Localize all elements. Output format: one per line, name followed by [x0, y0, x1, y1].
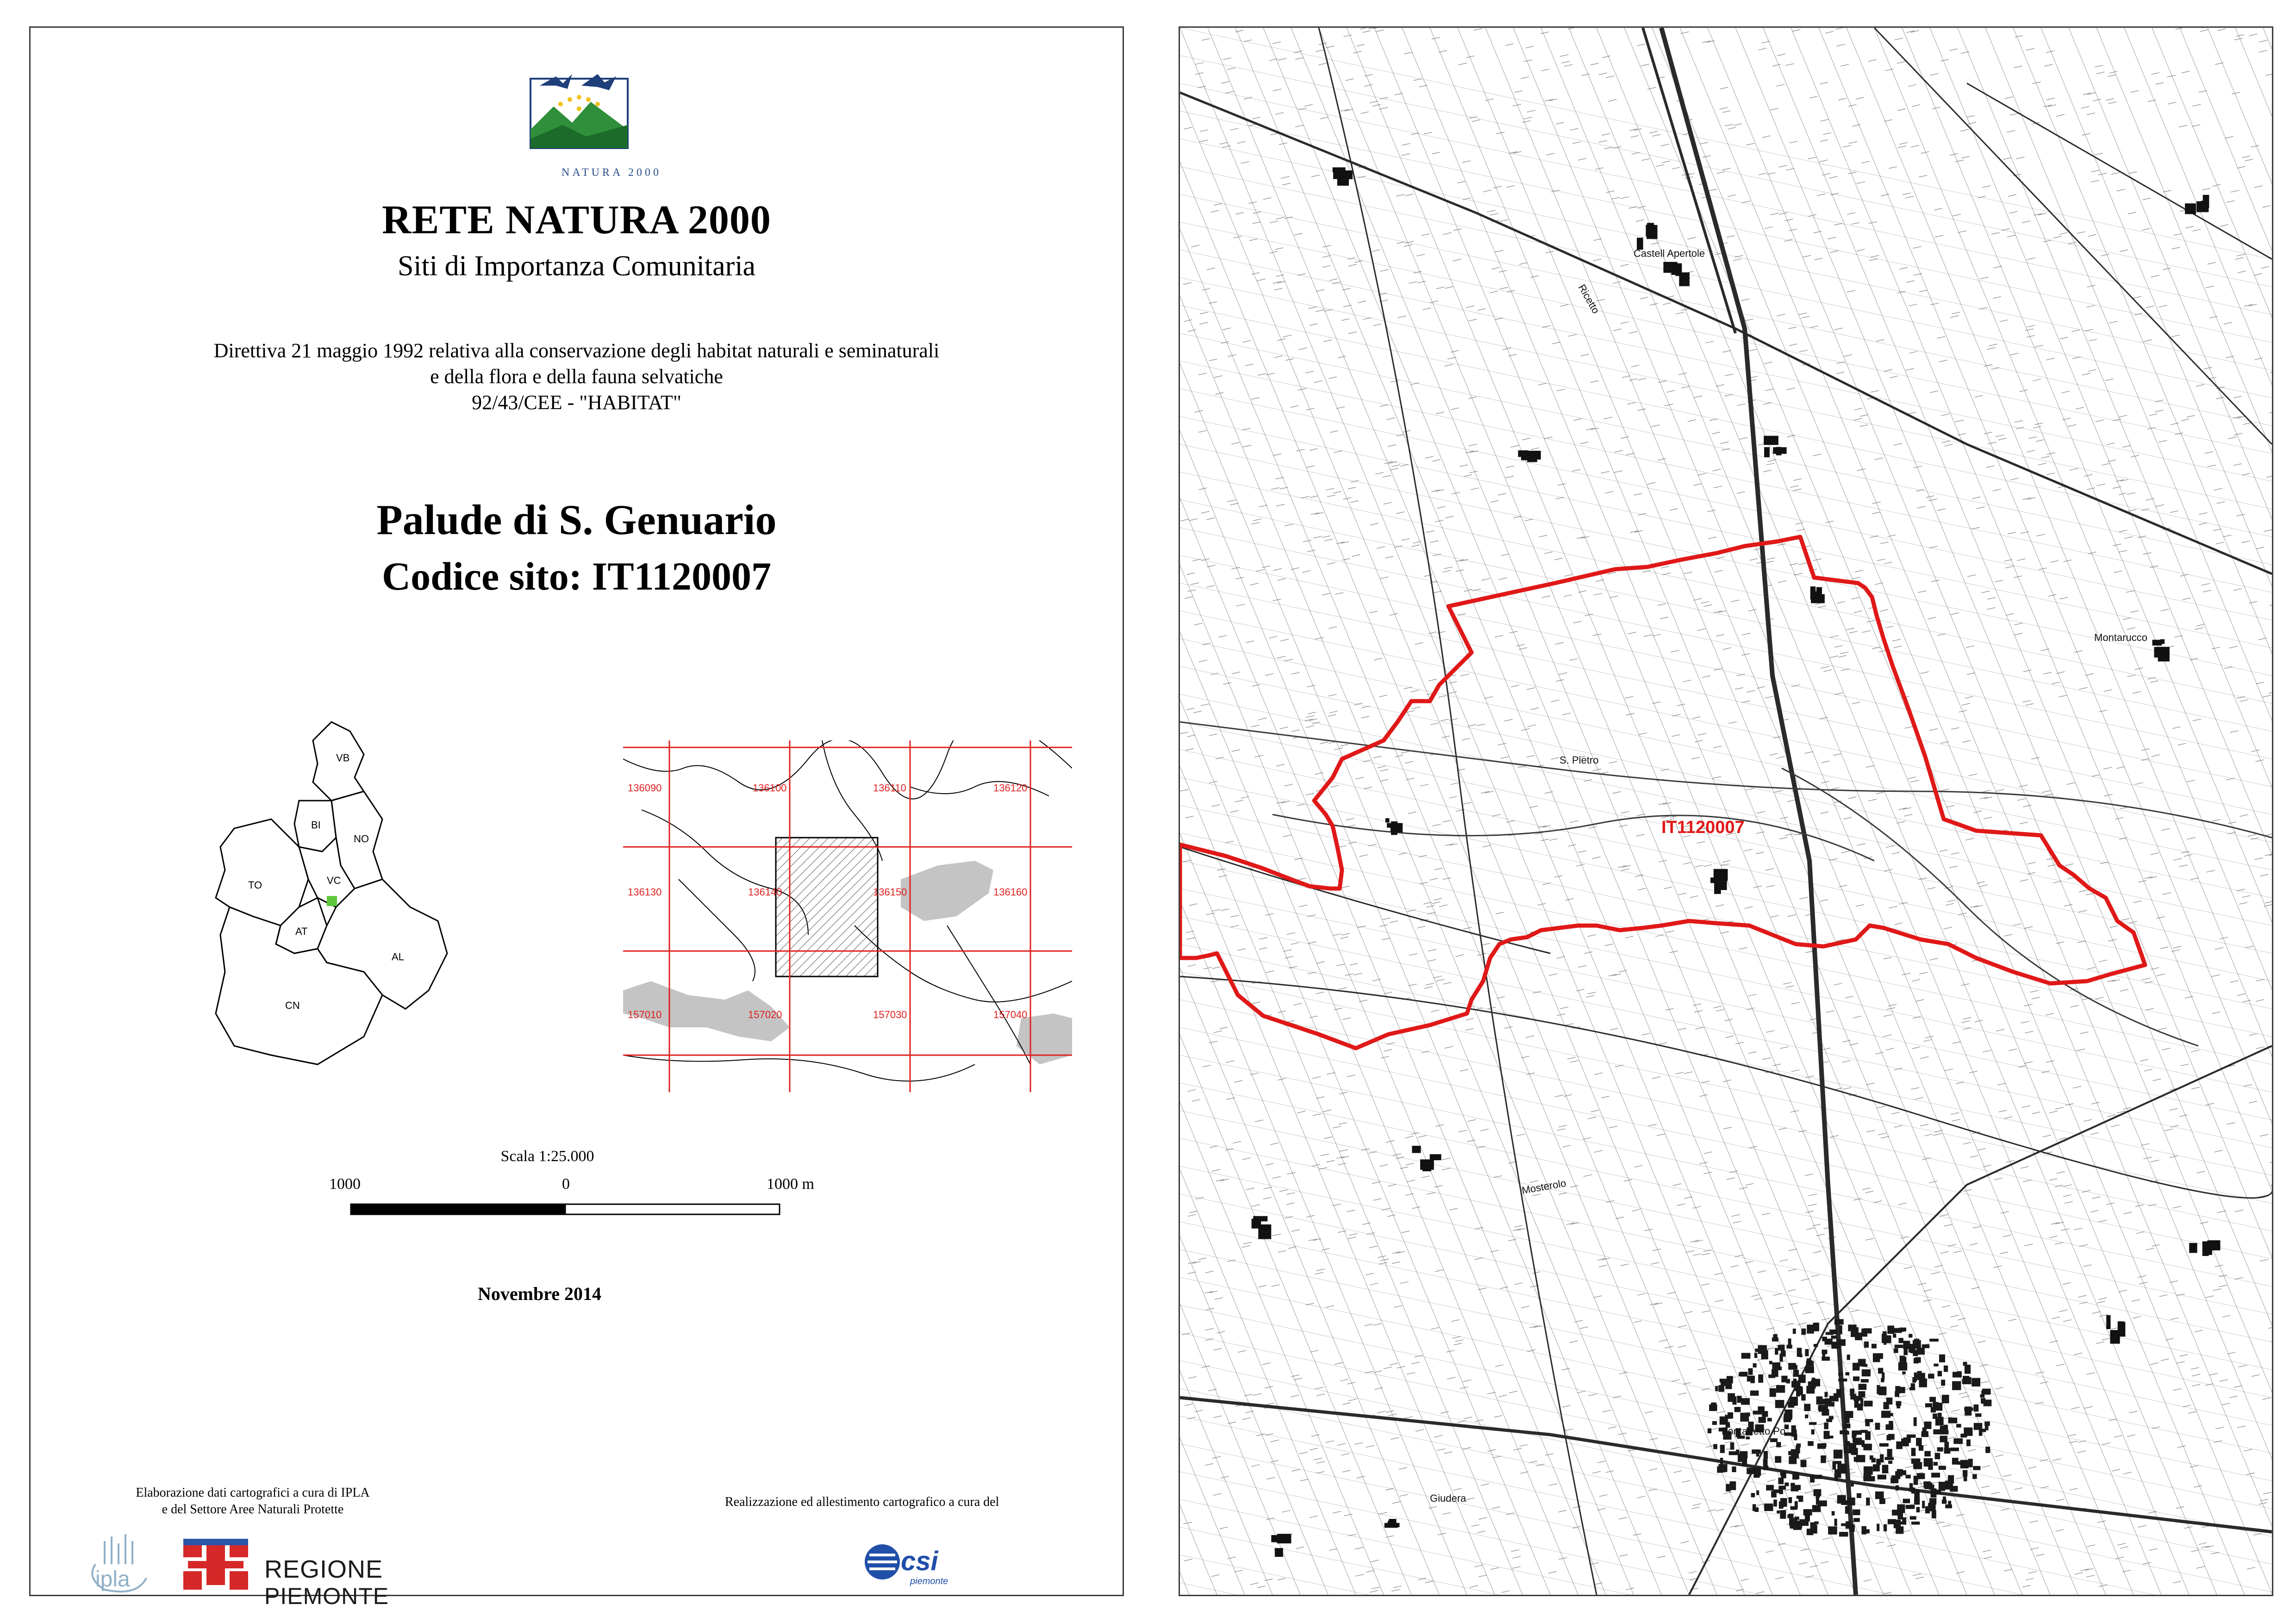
logo-caption: NATURA 2000 [561, 167, 661, 179]
scale-right-value: 1000 m [767, 1175, 814, 1193]
natura-2000-logo [512, 60, 646, 167]
place-label: Mosterolo [1521, 1177, 1567, 1196]
sheet-label: 136100 [753, 782, 787, 794]
csi-piemonte-logo [859, 1534, 966, 1594]
province-label: NO [354, 833, 369, 845]
province-label: AT [295, 926, 308, 937]
site-name: Palude di S. Genuario [376, 496, 777, 543]
credit-ipla-line-2: e del Settore Aree Naturali Protette [162, 1502, 344, 1517]
csi-logo-text: csi [901, 1546, 938, 1576]
province-label: AL [392, 951, 404, 963]
csi-logo-subtext: piemonte [910, 1576, 948, 1586]
place-label: Montarucco [2094, 632, 2147, 643]
sheet-label: 157040 [993, 1009, 1028, 1020]
province-label: VC [327, 875, 341, 886]
place-label: Giudera [1430, 1492, 1466, 1504]
credit-ipla-line-1: Elaborazione dati cartografici a cura di IPLA [136, 1486, 370, 1500]
sheet-label: 136090 [628, 782, 662, 794]
page-subtitle: Siti di Importanza Comunitaria [397, 250, 756, 282]
site-code-label: IT1120007 [1661, 818, 1745, 837]
ipla-logo-text: ipla [95, 1567, 130, 1592]
site-location-marker [327, 896, 337, 906]
province-label: BI [311, 819, 321, 831]
province-label: VB [336, 752, 350, 764]
publication-date: Novembre 2014 [478, 1283, 601, 1304]
topographic-map [1180, 28, 2272, 1595]
sheet-label: 136120 [993, 782, 1028, 794]
sheet-label: 136110 [873, 782, 906, 794]
province-label: TO [248, 879, 262, 891]
ipla-logo [77, 1532, 165, 1597]
site-code: Codice sito: IT1120007 [382, 554, 771, 598]
directive-line-3: 92/43/CEE - "HABITAT" [472, 391, 681, 414]
place-label: Fontanetto Po [1722, 1425, 1786, 1437]
credit-csi-line: Realizzazione ed allestimento cartografico a cura del [725, 1495, 999, 1509]
place-label: Ricetto [1576, 282, 1602, 316]
topographic-map-panel [1179, 26, 2273, 1596]
place-label: Castell Apertole [1634, 248, 1705, 259]
scale-label: Scala 1:25.000 [500, 1148, 594, 1165]
directive-line-1: Direttiva 21 maggio 1992 relativa alla conservazione degli habitat naturali e seminaturali [213, 339, 940, 362]
scale-bar [350, 1203, 780, 1217]
sheet-label: 157020 [748, 1009, 782, 1020]
legend-panel [29, 26, 1124, 1609]
sheet-label: 136160 [993, 886, 1028, 898]
province-label: CN [285, 1000, 300, 1011]
sheet-label: 136130 [628, 886, 662, 898]
regione-logo-text-1: REGIONE [264, 1555, 383, 1583]
regione-logo-text-2: PIEMONTE [264, 1583, 389, 1609]
directive-line-2: e della flora e della fauna selvatiche [430, 365, 723, 388]
place-label: S. Pietro [1560, 754, 1599, 766]
sheet-grid-map [623, 740, 1072, 1092]
regione-piemonte-logo [174, 1534, 257, 1594]
sheet-label: 136150 [873, 886, 907, 898]
region-locator-map [179, 713, 466, 1129]
scale-center-value: 0 [562, 1175, 570, 1193]
sheet-label: 157010 [628, 1009, 662, 1020]
scale-left-value: 1000 [329, 1175, 361, 1193]
sheet-label: 136140 [748, 886, 782, 898]
sheet-label: 157030 [873, 1009, 907, 1020]
page-title: RETE NATURA 2000 [382, 198, 771, 243]
